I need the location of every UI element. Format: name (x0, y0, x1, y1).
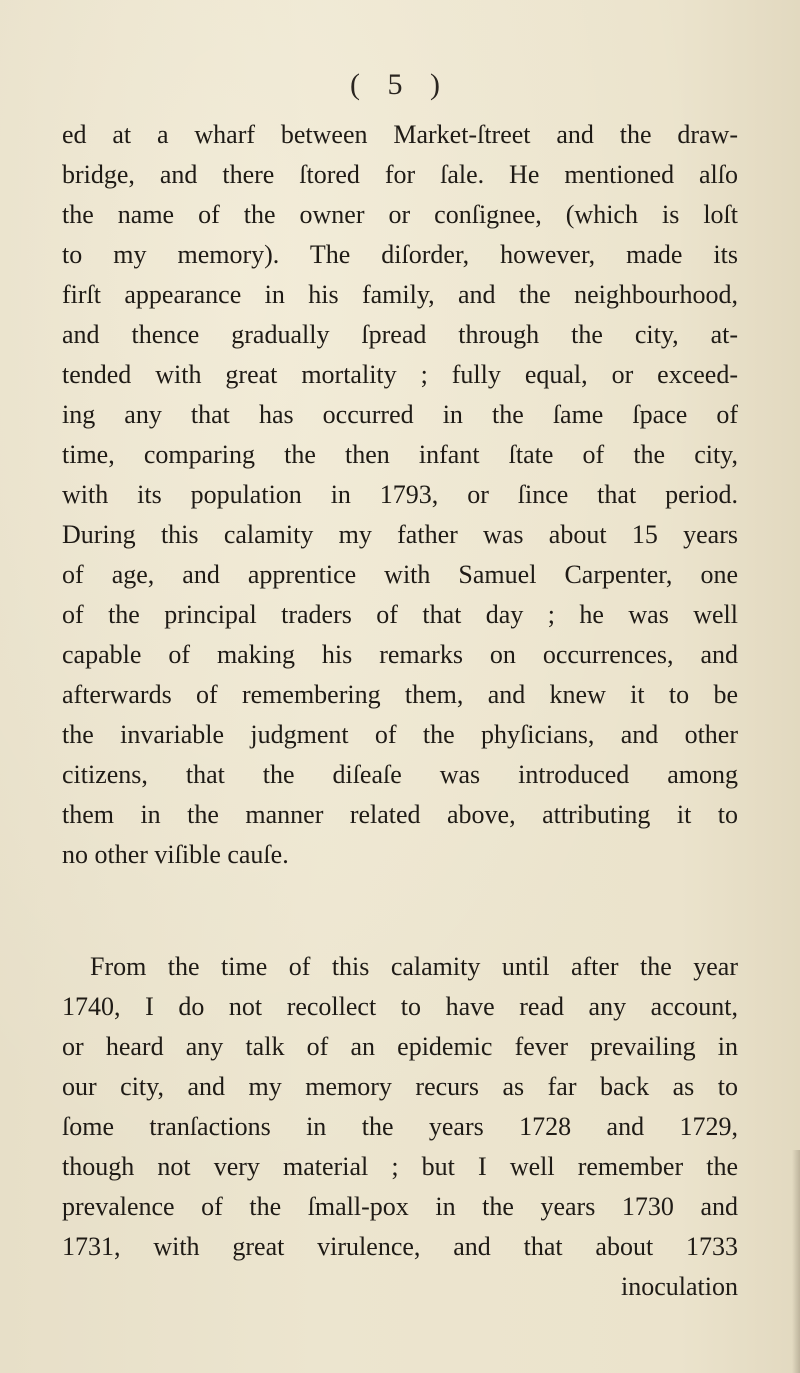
text-line: of the principal traders of that day ; he was well (62, 600, 738, 629)
text-line: ſome tranſactions in the years 1728 and 1729, (62, 1112, 738, 1141)
text-line: 1740, I do not recollect to have read any account, (62, 992, 738, 1021)
text-line: time, comparing the then infant ſtate of the city, (62, 440, 738, 469)
text-line: to my memory). The diſorder, however, made its (62, 240, 738, 269)
catchword: inoculation (621, 1272, 738, 1301)
text-line: afterwards of remembering them, and knew it to be (62, 680, 738, 709)
text-line: citizens, that the diſeaſe was introduced among (62, 760, 738, 789)
text-line: with its population in 1793, or ſince that period. (62, 480, 738, 509)
text-line: or heard any talk of an epidemic fever prevailing in (62, 1032, 738, 1061)
text-line: our city, and my memory recurs as far back as to (62, 1072, 738, 1101)
text-line: bridge, and there ſtored for ſale. He mentioned alſo (62, 160, 738, 189)
text-line: no other viſible cauſe. (62, 840, 289, 869)
page-number-header: ( 5 ) (350, 68, 450, 101)
page-edge-shadow (792, 1150, 800, 1373)
text-line: tended with great mortality ; fully equal, or exceed- (62, 360, 738, 389)
text-line: ing any that has occurred in the ſame ſpace of (62, 400, 738, 429)
text-line: and thence gradually ſpread through the city, at- (62, 320, 738, 349)
text-line: ed at a wharf between Market-ſtreet and the draw- (62, 120, 738, 149)
text-line: of age, and apprentice with Samuel Carpenter, one (62, 560, 738, 589)
text-line: them in the manner related above, attributing it to (62, 800, 738, 829)
text-line: firſt appearance in his family, and the neighbourhood, (62, 280, 738, 309)
text-line: though not very material ; but I well remember the (62, 1152, 738, 1181)
text-line: 1731, with great virulence, and that about 1733 (62, 1232, 738, 1261)
text-line: capable of making his remarks on occurrences, and (62, 640, 738, 669)
text-line: the invariable judgment of the phyſicians, and other (62, 720, 738, 749)
text-line: the name of the owner or conſignee, (which is loſt (62, 200, 738, 229)
text-line: During this calamity my father was about 15 years (62, 520, 738, 549)
text-line-indented: From the time of this calamity until after the year (90, 952, 738, 981)
text-line: prevalence of the ſmall-pox in the years 1730 and (62, 1192, 738, 1221)
